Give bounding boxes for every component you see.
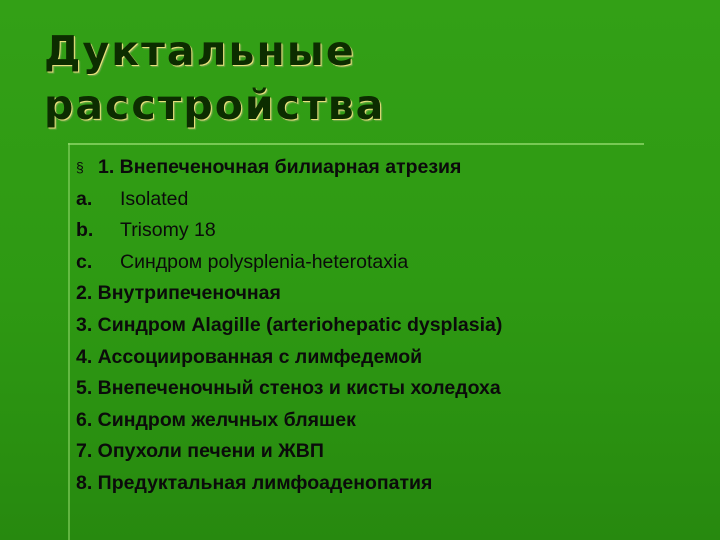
list-item xyxy=(76,215,696,247)
list-item xyxy=(76,152,696,184)
list-item xyxy=(76,278,696,310)
list-item xyxy=(76,184,696,216)
vertical-divider xyxy=(68,143,70,540)
square-bullet-icon: § xyxy=(76,159,84,175)
list-item-text: 2. Внутрипеченочная xyxy=(76,282,281,305)
list-item xyxy=(76,373,696,405)
list-item xyxy=(76,310,696,342)
list-item-marker: b. xyxy=(76,219,94,242)
list-item-text: 8. Предуктальная лимфоаденопатия xyxy=(76,471,433,494)
list-item-text: 7. Опухоли печени и ЖВП xyxy=(76,440,324,463)
list-item-marker: a. xyxy=(76,187,93,210)
list-item xyxy=(76,436,696,468)
list-item-text: 5. Внепеченочный стеноз и кисты холедоха xyxy=(76,377,501,400)
list-item-text: 6. Синдром желчных бляшек xyxy=(76,408,356,431)
list-item-text: 1. Внепеченочная билиарная атрезия xyxy=(98,156,462,178)
content-list xyxy=(76,152,696,500)
horizontal-divider xyxy=(68,143,644,145)
title-line-1: Дуктальные xyxy=(44,27,356,75)
slide-title xyxy=(44,24,385,132)
list-item-text: Trisomy 18 xyxy=(120,219,216,242)
list-item xyxy=(76,468,696,500)
list-item-text: 3. Синдром Alagille (arteriohepatic dysplasia) xyxy=(76,313,503,336)
list-item xyxy=(76,405,696,437)
list-item-text: Isolated xyxy=(120,187,189,210)
list-item xyxy=(76,247,696,279)
list-item-text: Синдром polysplenia-heterotaxia xyxy=(120,250,409,273)
list-item-text: 4. Ассоциированная с лимфедемой xyxy=(76,345,423,368)
list-item xyxy=(76,342,696,374)
title-line-2: расстройства xyxy=(44,81,386,129)
list-item-marker: c. xyxy=(76,250,93,273)
